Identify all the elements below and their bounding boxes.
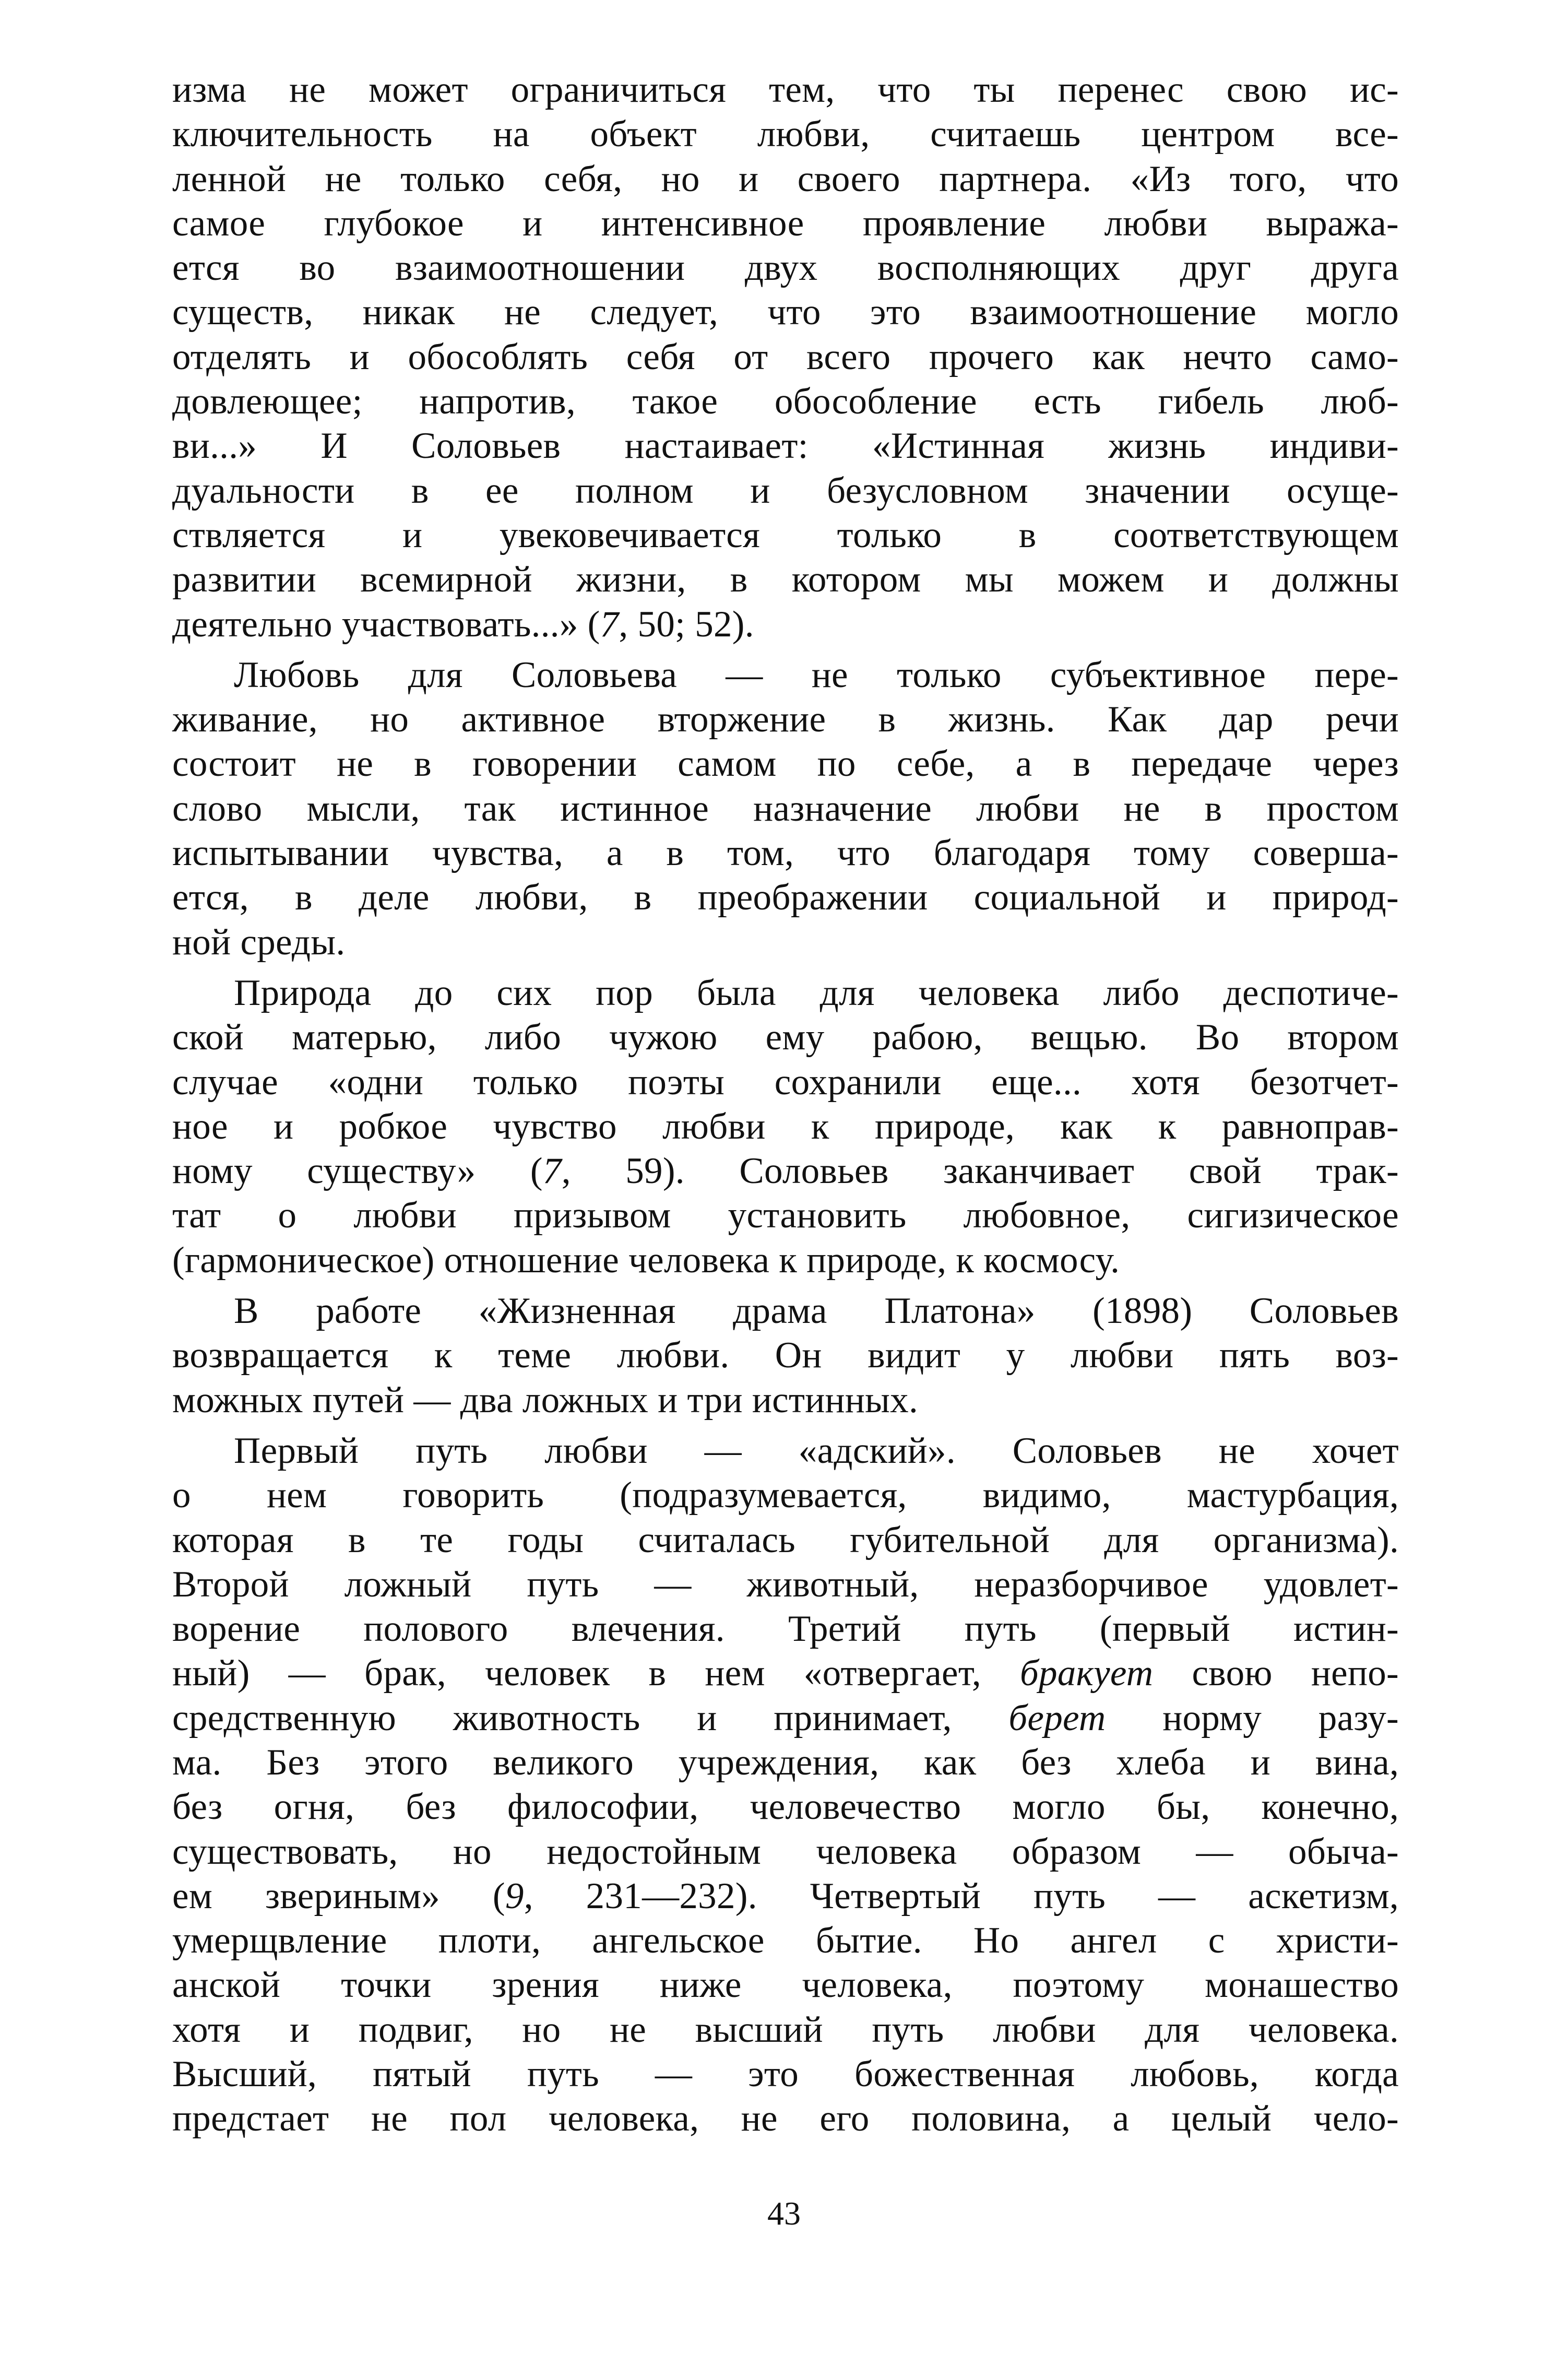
text-line: ленной не только себя, но и своего партнера. «Из того, что [172,158,1399,199]
text-line: довлеющее; напротив, такое обособление есть гибель люб- [172,381,1399,422]
paragraph [172,653,1399,965]
text-line: случае «одни только поэты сохранили еще... хотя безотчет- [172,1061,1399,1103]
text-line: дуальности в ее полном и безусловном значении осуще- [172,470,1399,511]
text-line: без огня, без философии, человечество могло бы, конечно, [172,1787,1399,1828]
text-line: средственную животность и принимает, берет норму разу- [172,1697,1399,1738]
text-line: самое глубокое и интенсивное проявление любви выража- [172,203,1399,244]
text-line: тат о любви призывом установить любовное, сигизическое [172,1195,1399,1236]
text-line: умерщвление плоти, ангельское бытие. Но ангел с христи- [172,1920,1399,1961]
text-line: ви...» И Соловьев настаивает: «Истинная жизнь индиви- [172,425,1399,467]
text-line: которая в те годы считалась губительной для организма). [172,1519,1399,1560]
paragraph [172,68,1399,647]
text-line: живание, но активное вторжение в жизнь. Как дар речи [172,699,1399,740]
text-line: состоит не в говорении самом по себе, а в передаче через [172,743,1399,785]
text-line: Любовь для Соловьева — не только субъективное пере- [234,654,1399,695]
text-line: отделять и обособлять себя от всего прочего как нечто само- [172,336,1399,377]
text-line: ской матерью, либо чужою ему рабою, вещью. Во втором [172,1017,1399,1058]
text-line: слово мысли, так истинное назначение любви не в простом [172,788,1399,829]
text-line: испытывании чувства, а в том, что благодаря тому соверша- [172,833,1399,874]
text-line: Высший, пятый путь — это божественная любовь, когда [172,2054,1399,2095]
text-line: ключительность на объект любви, считаешь центром все- [172,114,1399,155]
text-line: ется, в деле любви, в преображении социальной и природ- [172,877,1399,918]
text-line: существ, никак не следует, что это взаимоотношение могло [172,292,1399,333]
text-line: о нем говорить (подразумевается, видимо, мастурбация, [172,1475,1399,1516]
paragraph [172,1289,1399,1423]
text-line: ворение полового влечения. Третий путь (первый истин- [172,1608,1399,1650]
text-line: возвращается к теме любви. Он видит у любви пять воз- [172,1335,1399,1376]
text-line: ствляется и увековечивается только в соответствующем [172,514,1399,555]
text-line: Природа до сих пор была для человека либо деспотиче- [234,972,1399,1013]
text-line: развитии всемирной жизни, в котором мы можем и должны [172,559,1399,600]
text-line: ем звериным» (9, 231—232). Четвертый путь — аскетизм, [172,1875,1399,1917]
text-line: изма не может ограничиться тем, что ты перенес свою ис- [172,69,1399,110]
paragraph [172,1429,1399,2142]
text-line: ется во взаимоотношении двух восполняющих друг друга [172,247,1399,289]
text-line: ное и робкое чувство любви к природе, как к равноправ- [172,1106,1399,1147]
text-line: деятельно участвовать...» (7, 50; 52). [172,604,754,645]
text-line: ному существу» (7, 59). Соловьев заканчивает свой трак- [172,1151,1399,1192]
text-line: хотя и подвиг, но не высший путь любви для человека. [172,2009,1399,2050]
text-line: можных путей — два ложных и три истинных. [172,1379,919,1421]
paragraph [172,971,1399,1283]
body-text [172,68,1399,2142]
text-line: предстает не пол человека, не его половина, а целый чело- [172,2098,1399,2139]
text-line: ма. Без этого великого учреждения, как без хлеба и вина, [172,1742,1399,1783]
text-line: ной среды. [172,921,346,963]
page-number: 43 [767,2195,801,2232]
text-line: существовать, но недостойным человека образом — обыча- [172,1831,1399,1872]
text-line: анской точки зрения ниже человека, поэтому монашество [172,1965,1399,2006]
text-line: В работе «Жизненная драма Платона» (1898) Соловьев [234,1291,1399,1332]
text-line: Первый путь любви — «адский». Соловьев не хочет [234,1430,1399,1471]
text-line: Второй ложный путь — животный, неразборчивое удовлет- [172,1564,1399,1605]
text-line: (гармоническое) отношение человека к природе, к космосу. [172,1239,1120,1281]
text-line: ный) — брак, человек в нем «отвергает, бракует свою непо- [172,1653,1399,1694]
